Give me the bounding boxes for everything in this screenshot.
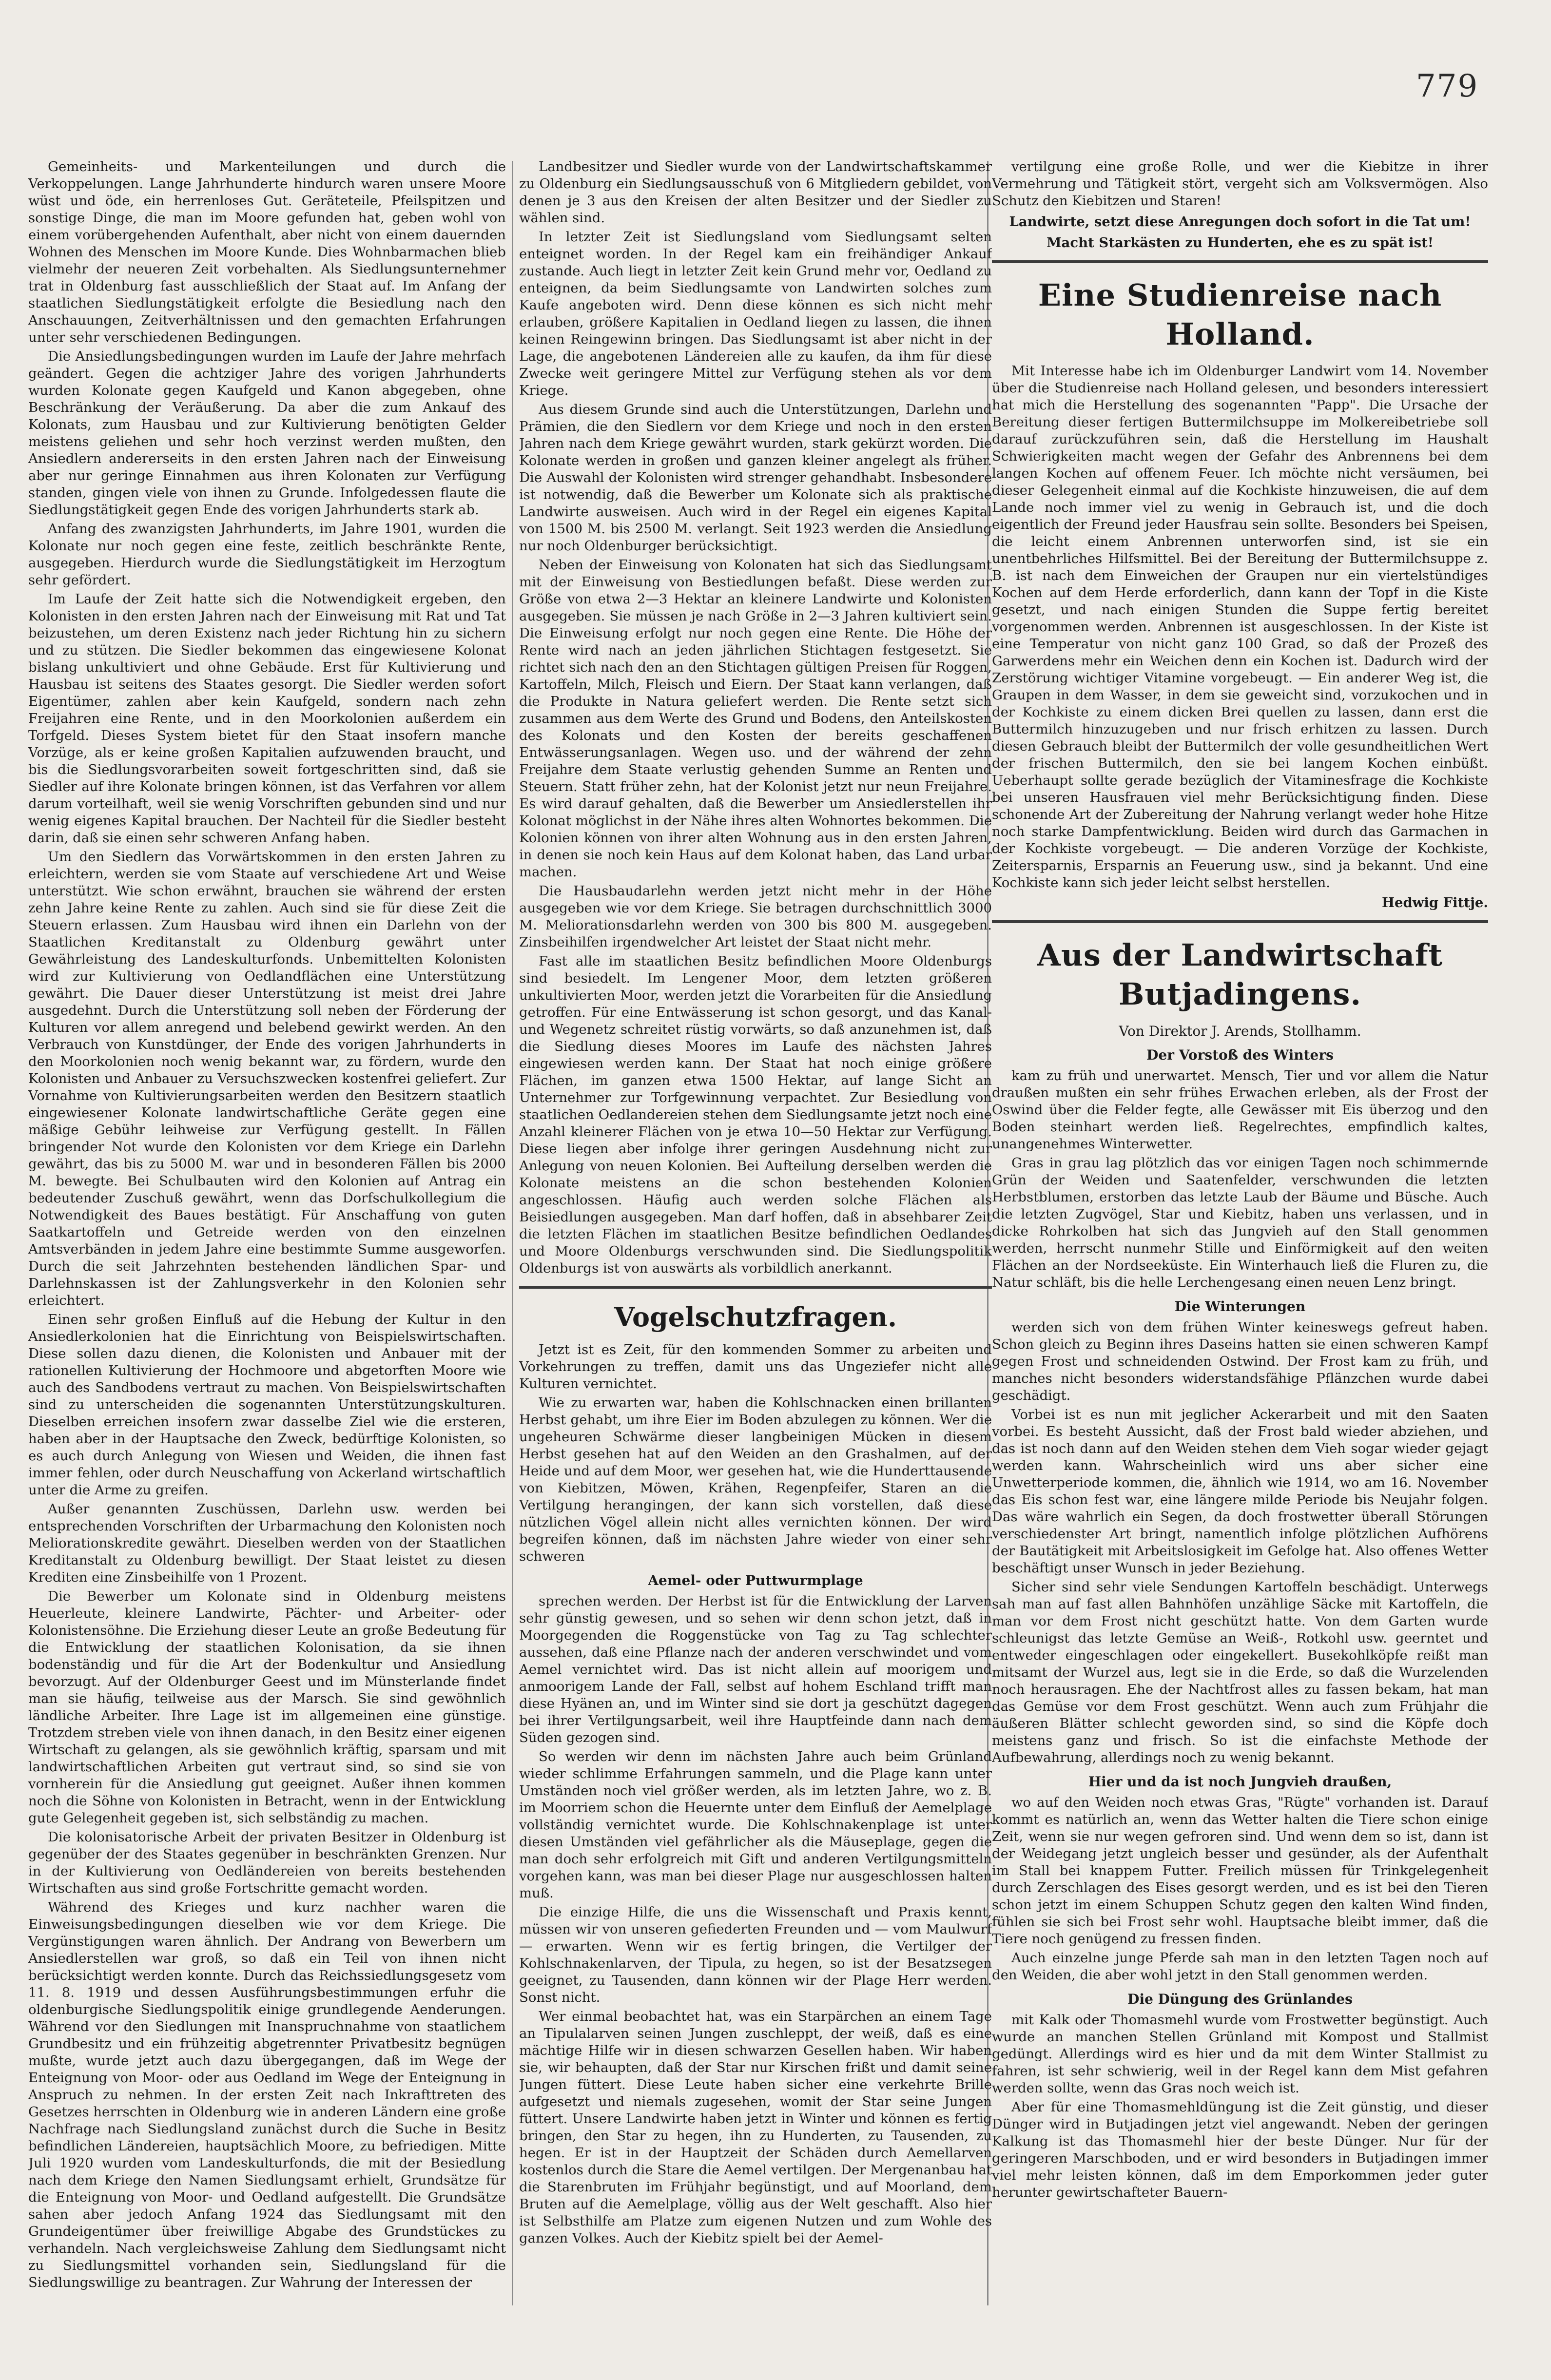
paragraph: Die Bewerber um Kolonate sind in Oldenburg meistens Heuerleute, kleinere Landwirte, Pächter- und Arbeiter- oder Kolonistensöhne. Die Erziehung dieser Leute an große Bedeutung für die Entwicklung der staatlichen Kolonisation, da sie ihnen bodenständig und für die Art der Bodenkultur und Ansiedlung bevorzugt. Auf der Oldenburger Geest und im Münsterlande findet man sie häufig, teilweise aus der Marsch. Sie sind gewöhnlich ländliche Arbeiter. Ihre Lage ist im allgemeinen eine günstige. Trotzdem streben viele von ihnen danach, in den Besitz einer eigenen Wirtschaft zu gelangen, als sie gewöhnlich kräftig, sparsam und mit landwirtschaftlichen Arbeiten gut vertraut sind, so sind sie von vornherein für die Ansiedlung gut geeignet. Außer ihnen kommen noch die Söhne von Kolonisten in Betracht, wenn in der Entwicklung gute Gelegenheit gegeben ist, sich selbständig zu machen. — [28, 1588, 506, 1826]
paragraph: Die einzige Hilfe, die uns die Wissenschaft und Praxis kennt, müssen wir von unseren gefiederten Freunden und — vom Maulwurf — erwarten. Wenn wir es fertig bringen, die Vertilger der Kohlschnakenlarven, der Tipula, zu hegen, so ist der Besatzsegen geeignet, zu Tausenden, dann können wir der Plage Herr werden. Sonst nicht. — [519, 1904, 992, 2005]
subheading-winterungen: Die Winterungen — [1174, 1298, 1306, 1315]
subheading-duengung: Die Düngung des Grünlandes — [1127, 1991, 1353, 2007]
column-left — [28, 158, 506, 2313]
column-right — [992, 158, 1488, 2313]
subheading-vorstoss: Der Vorstoß des Winters — [1146, 1047, 1334, 1063]
paragraph: Gemeinheits- und Markenteilungen und durch die Verkoppelungen. Lange Jahrhunderte hindurch waren unsere Moore wüst und öde, ein herrenloses Gut. Geräteteile, Pfeilspitzen und sonstige Dinge, die man im Moore gefunden hat, geben wohl von einem vorübergehenden Aufenthalt, aber nicht von einem dauernden Wohnen des Menschen im Moore Kunde. Dies Wohnbarmachen blieb vielmehr der neueren Zeit vorbehalten. Als Siedlungsunternehmer trat in Oldenburg fast ausschließlich der Staat auf. Im Anfang der staatlichen Siedlungstätigkeit erfolgte die Besiedlung nach den Anschauungen, Zeitverhältnissen und den gemachten Erfahrungen unter sehr verschiedenen Bedingungen. — [28, 159, 506, 345]
paragraph: Außer genannten Zuschüssen, Darlehn usw. werden bei entsprechenden Vorschriften der Urbarmachung den Kolonisten noch Meliorationskredite gewährt. Dieselben werden von der Staatlichen Kreditanstalt zu Oldenburg bewilligt. Der Staat leistet zu diesen Krediten eine Zinsbeihilfe von 1 Prozent. — [28, 1501, 506, 1585]
paragraph: Während des Krieges und kurz nachher waren die Einweisungsbedingungen dieselben wie vor dem Kriege. Die Vergünstigungen waren ähnlich. Der Andrang von Bewerbern um Ansiedlerstellen war groß, so daß ein Teil von ihnen nicht berücksichtigt werden konnte. Durch das Reichssiedlungsgesetz vom 11. 8. 1919 und dessen Ausführungsbestimmungen erfuhr die oldenburgische Siedlungspolitik einige grundlegende Aenderungen. Während vor den Siedlungen mit Inanspruchnahme von staatlichem Grundbesitz und ein frühzeitig abgetrennter Privatbesitz begnügen mußte, wurde jetzt auch dazu übergegangen, daß im Wege der Enteignung von Moor- oder aus Oedland im Wege der Enteignung in Anspruch zu nehmen. In der ersten Zeit nach Inkrafttreten des Gesetzes herrschten in Oldenburg wie in anderen Ländern eine große Nachfrage nach Siedlungsland zunächst durch die Suche in Besitz befindlichen Ländereien, hauptsächlich Moore, zu befriedigen. Mitte Juli 1920 wurden vom Landeskulturfonds, die mit der Besiedlung nach dem Kriege den Namen Siedlungsamt erhielt, Grundsätze für die Enteignung von Moor- und Oedland aufgestellt. Die Grundsätze sahen aber jedoch Anfang 1924 das Siedlungsamt mit den Grundeigentümer über freiwillige Abgabe des Grundstückes zu verhandeln. Nach vergleichsweise Zahlung dem Siedlungsamt nicht zu Siedlungsmittel vorhanden sein, Siedlungsland für die Siedlungswillige zu beantragen. Zur Wahrung der Interessen der — [28, 1899, 506, 2290]
paragraph: wo auf den Weiden noch etwas Gras, "Rügte" vorhanden ist. Darauf kommt es natürlich an, wenn das Wetter halten die Tiere schon einige Zeit, wenn sie nur wegen gefroren sind. Und wenn dem so ist, dann ist der Weidegang jetzt ungleich besser und gesünder, als der Aufenthalt im Stall bei knappem Futter. Freilich müssen für Trinkgelegenheit durch Zerschlagen des Eises gesorgt werden, und es ist bei den Tieren schon jetzt im einem Schuppen Schutz gegen den kalten Wind finden, fühlen sie sich bei Frost sehr wohl. Hauptsache bleibt immer, daß die Tiere noch genügend zu fressen finden. — [992, 1795, 1488, 1947]
article-heading-butjadingen: Aus der Landwirtschaft Butjadingens. — [1037, 937, 1443, 1012]
paragraph: Auch einzelne junge Pferde sah man in den letzten Tagen noch auf den Weiden, die aber wohl jetzt in den Stall genommen werden. — [992, 1950, 1488, 1983]
paragraph: Gras in grau lag plötzlich das vor einigen Tagen noch schimmernde Grün der Weiden und Saatenfelder, verschwunden die letzten Herbstblumen, erstorben das letzte Laub der Bäume und Büsche. Auch die letzten Zugvögel, Star und Kiebitz, haben uns verlassen, und in dicke Rohrkolben hat sich das Jungvieh auf den Stall genommen werden, herrscht nunmehr Stille und Einförmigkeit auf den weiten Flächen an der Nordseeküste. Ein Winterhauch ließ die Fluren zu, die Natur schläft, bis die helle Lerchengesang einen neuen Lenz bringt. — [992, 1155, 1488, 1290]
paragraph: Landbesitzer und Siedler wurde von der Landwirtschaftskammer zu Oldenburg ein Siedlungsausschuß von 6 Mitgliedern gebildet, von denen je 3 aus den Kreisen der alten Besitzer und der Siedler zu wählen sind. — [519, 159, 992, 226]
paragraph: Einen sehr großen Einfluß auf die Hebung der Kultur in den Ansiedlerkolonien hat die Einrichtung von Beispielswirtschaften. Diese sollen dazu dienen, die Kolonisten und Anbauer mit der rationellen Kultivierung der Hochmoore und abgetorften Moore wie auch des Sandbodens vertraut zu machen. Von Beispielswirtschaften sind zu unterscheiden die sogenannten Unterstützungskulturen. Dieselben erreichen insofern zwar dasselbe Ziel wie die ersteren, haben aber in der Hauptsache den Zweck, bedürftige Kolonisten, so es auch durch Anlegung von Wiesen und Weiden, die ihnen fast immer fehlen, oder durch Neuschaffung von Ackerland wirtschaftlich unter die Arme zu greifen. — [28, 1312, 506, 1498]
paragraph: Jetzt ist es Zeit, für den kommenden Sommer zu arbeiten und Vorkehrungen zu treffen, damit uns das Ungeziefer nicht alle Kulturen vernichtet. — [519, 1342, 992, 1392]
paragraph: werden sich von dem frühen Winter keineswegs gefreut haben. Schon gleich zu Beginn ihres Daseins hatten sie einen schweren Kampf gegen Frost und schneidenden Ostwind. Der Frost kam zu früh, und manches nicht besonders widerstandsfähige Pflänzchen wurde dabei geschädigt. — [992, 1319, 1488, 1403]
paragraph: Fast alle im staatlichen Besitz befindlichen Moore Oldenburgs sind besiedelt. Im Lengener Moor, dem letzten größeren unkultivierten Moor, werden jetzt die Vorarbeiten für die Ansiedlung getroffen. Für eine Entwässerung ist schon gesorgt, und das Kanal- und Wegenetz schreitet rüstig vorwärts, so daß anzunehmen ist, daß die Siedlung dieses Moores im Laufe des nächsten Jahres eingewiesen werden kann. Der Staat hat noch einige größere Flächen, im ganzen etwa 1500 Hektar, auf lange Sicht an Unternehmer zur Torfgewinnung verpachtet. Zur Besiedlung von staatlichen Oedlandereien stehen dem Siedlungsamte jetzt noch eine Anzahl kleinerer Flächen von je etwa 10—50 Hektar zur Verfügung. Diese liegen aber infolge ihrer geringen Ausdehnung nicht zur Anlegung von neuen Kolonien. Bei Aufteilung derselben werden die Kolonate meistens an die schon bestehenden Kolonien angeschlossen. Häufig auch werden solche Flächen als Beisiedlungen ausgegeben. Man darf hoffen, daß in absehbarer Zeit die letzten Flächen im staatlichen Besitze befindlichen Oedlandes und Moore Oldenburgs verschwunden sind. Die Siedlungspolitik Oldenburgs ist von auswärts als vorbildlich anerkannt. — [519, 953, 992, 1276]
paragraph: Um den Siedlern das Vorwärtskommen in den ersten Jahren zu erleichtern, werden sie vom Staate auf verschiedene Art und Weise unterstützt. Wie schon erwähnt, brauchen sie während der ersten zehn Jahre keine Rente zu zahlen. Auch sind sie für diese Zeit die Steuern erlassen. Zum Hausbau wird ihnen ein Darlehn von der Staatlichen Kreditanstalt zu Oldenburg gewährt unter Gewährleistung des Landeskulturfonds. Unbemittelten Kolonisten wird zur Kultivierung von Oedlandflächen eine Unterstützung gewährt. Die Dauer dieser Unterstützung ist meist drei Jahre ausgedehnt. Durch die Unterstützung soll neben der Förderung der Kulturen vor allem anregend und belebend gewirkt werden. An den Verbrauch von Kunstdünger, der Ende des vorigen Jahrhunderts in den Moorkolonien noch wenig bekannt war, zu fördern, wurde den Kolonisten und Anbauer zu Versuchszwecken kostenfrei geliefert. Zur Vornahme von Kultivierungsarbeiten werden den Besitzern staatlich eingewiesener Kolonate landwirtschaftliche Geräte gegen eine mäßige Gebühr leihweise zur Verfügung gestellt. In Fällen bringender Not wurde den Kolonisten vor dem Kriege ein Darlehn gewährt, das bis zu 5000 M. war und in besonderen Fällen bis 2000 M. bewegte. Bei Schulbauten wird den Kolonien auf Antrag ein bedeutender Zuschuß gewährt, wenn das Dorfschulkollegium die Notwendigkeit des Baues bestätigt. Für Anschaffung von guten Saatkartoffeln und Getreide werden von den einzelnen Amtsverbänden in jedem Jahre eine bestimmte Summe ausgeworfen. Durch die seit Jahrzehnten bestehenden ländlichen Spar- und Darlehnskassen ist der Zahlungsverkehr in den Kolonien sehr erleichtert. — [28, 849, 506, 1308]
paragraph: Neben der Einweisung von Kolonaten hat sich das Siedlungsamt mit der Einweisung von Bestiedlungen befaßt. Diese werden zur Größe von etwa 2—3 Hektar an kleinere Landwirte und Kolonisten ausgegeben. Sie müssen je nach Größe in 2—3 Jahren kultiviert sein. Die Einweisung erfolgt nur noch gegen eine Rente. Die Höhe der Rente wird nach an jeden jährlichen Stichtagen festgesetzt. Sie richtet sich nach den an den Stichtagen gültigen Preisen für Roggen, Kartoffeln, Milch, Fleisch und Eiern. Der Staat kann verlangen, daß die Produkte in Natura geliefert werden. Die Rente setzt sich zusammen aus dem Werte des Grund und Bodens, den Anteilskosten des Kolonats und den Kosten der bereits geschaffenen Entwässerungsanlagen. Wegen uso. und der während der zehn Freijahre dem Staate verlustig gehenden Summe an Renten und Steuern. Statt früher zehn, hat der Kolonist jetzt nur neun Freijahre. Es wird darauf gehalten, daß die Bewerber um Ansiedlerstellen ihr Kolonat möglichst in der Nähe ihres alten Wohnortes bekommen. Die Kolonien können von ihrer alten Wohnung aus in den ersten Jahren, in denen sie noch kein Haus auf dem Kolonat haben, das Land urbar machen. — [519, 557, 992, 880]
column-middle — [519, 158, 992, 2313]
paragraph: So werden wir denn im nächsten Jahre auch beim Grünland wieder schlimme Erfahrungen sammeln, und die Plage kann unter Umständen noch viel größer werden, als im letzten Jahre, wo z. B. im Moorriem schon die Heuernte unter dem Einfluß der Aemelplage vollständig vernichtet wurde. Die Kohlschnakenplage ist unter diesen Umständen viel gefährlicher als die Mäuseplage, gegen die man doch sehr erfolgreich mit Gift und anderen Vertilgungsmitteln vorgehen kann, was man bei dieser Plage nur ausgeschlossen halten muß. — [519, 1749, 992, 1901]
paragraph: Vorbei ist es nun mit jeglicher Ackerarbeit und mit den Saaten vorbei. Es besteht Aussicht, daß der Frost bald wieder abziehen, und das ist noch dann auf den Weiden stehen dem Vieh sogar wieder gejagt werden kann. Wahrscheinlich wird uns aber sicher eine Unwetterperiode kommen, die, ähnlich wie 1914, wo am 16. November das Eis schon fest war, eine längere milde Periode bis Neujahr folgen. Das wäre wahrlich ein Segen, da doch frostwetter überall Störungen verschiedenster Art bringt, namentlich infolge plötzlichen Aufhörens der Bautätigkeit mit Arbeitslosigkeit im Gefolge hat. Also offenes Wetter beschäftigt unser Wunsch in jeder Beziehung. — [992, 1407, 1488, 1576]
article-heading-vogelschutz: Vogelschutzfragen. — [614, 1301, 897, 1333]
section-divider — [992, 920, 1488, 923]
section-divider — [992, 260, 1488, 263]
page-number: 779 — [1416, 68, 1479, 104]
author-signature: Hedwig Fittje. — [1381, 895, 1488, 910]
paragraph: Die Hausbaudarlehn werden jetzt nicht mehr in der Höhe ausgegeben wie vor dem Kriege. Sie betragen durchschnittlich 3000 M. Meliorationsdarlehn werden von 300 bis 800 M. ausgegeben. Zinsbeihilfen irgendwelcher Art leistet der Staat nicht mehr. — [519, 883, 992, 950]
paragraph: vertilgung eine große Rolle, und wer die Kiebitze in ihrer Vermehrung und Tätigkeit stört, vergeht sich am Volksvermögen. Also Schutz den Kiebitzen und Staren! — [992, 159, 1488, 209]
paragraph: Die kolonisatorische Arbeit der privaten Besitzer in Oldenburg ist gegenüber der des Staates gegenüber in beschränkten Grenzen. Nur in der Kultivierung von Oedländereien von bereits bestehenden Wirtschaften aus sind große Fortschritte gemacht worden. — [28, 1829, 506, 1896]
byline: Von Direktor J. Arends, Stollhamm. — [1119, 1023, 1361, 1039]
paragraph: Wie zu erwarten war, haben die Kohlschnacken einen brillanten Herbst gehabt, um ihre Eier im Boden abzulegen zu können. Wer die ungeheuren Schwärme dieser langbeinigen Mücken in diesem Herbst gesehen hat auf den Weiden an den Grashalmen, auf der Heide und auf dem Moor, wer gesehen hat, wie die Hunderttausende von Kiebitzen, Möwen, Krähen, Regenpfeifer, Staren an die Vertilgung herangingen, der kann sich vorstellen, daß diese nützlichen Vögel allein nicht alles vernichten können. Der wird begreifen können, daß im nächsten Jahre wieder von einer sehr schweren — [519, 1395, 992, 1564]
paragraph: kam zu früh und unerwartet. Mensch, Tier und vor allem die Natur draußen mußten ein sehr frühes Erwachen erleben, als der Frost der Oswind über die Felder fegte, alle Gewässer mit Eis überzog und den Boden steinhart werden ließ. Regelrechtes, empfindlich kaltes, unangenehmes Winterwetter. — [992, 1068, 1488, 1152]
subheading-aemel: Aemel- oder Puttwurmplage — [648, 1572, 863, 1588]
paragraph: mit Kalk oder Thomasmehl wurde vom Frostwetter begünstigt. Auch wurde an manchen Stellen Grünland mit Kompost und Stallmist gedüngt. Allerdings wird es hier und da mit dem Winter Stallmist zu fahren, ist sehr schwierig, weil in der Regel kann dem Mist gefahren werden sollte, wenn das Gras noch weich ist. — [992, 2012, 1488, 2096]
paragraph: sprechen werden. Der Herbst ist für die Entwicklung der Larven sehr günstig gewesen, und so sehen wir denn schon jetzt, daß in Moorgegenden die Roggenstücke von Tag zu Tag schlechter aussehen, daß eine Pflanze nach der anderen verschwindet und vom Aemel vernichtet wird. Das ist nicht allein auf moorigem und anmoorigem Lande der Fall, selbst auf hohem Eschland trifft man diese Hyänen an, und im Winter sind sie dort ja geschützt dagegen bei ihrer Vertilgungsarbeit, weil ihre Hauptfeinde dann nach dem Süden gezogen sind. — [519, 1593, 992, 1745]
paragraph: Mit Interesse habe ich im Oldenburger Landwirt vom 14. November über die Studienreise nach Holland gelesen, und besonders interessiert hat mich die Herstellung des sogenannten "Papp". Die Ursache der Bereitung dieser fertigen Buttermilchsuppe im Molkereibetriebe soll darauf zurückzuführen sein, daß die Herstellung im Haushalt Schwierigkeiten macht wegen der Gefahr des Anbrennens bei dem langen Kochen auf offenem Feuer. Ich möchte nicht versäumen, bei dieser Gelegenheit einmal auf die Kochkiste hinzuweisen, die auf dem Lande noch immer viel zu wenig in Gebrauch ist, und die doch eigentlich der Freund jeder Hausfrau sein sollte. Besonders bei Speisen, die leicht einem Anbrennen unterworfen sind, ist sie ein unentbehrliches Hilfsmittel. Bei der Bereitung der Buttermilchsuppe z. B. ist nach dem Einweichen der Graupen nur ein viertelstündiges Kochen auf dem Herde erforderlich, dann kann der Topf in die Kiste gesetzt, und nach einigen Stunden die Suppe fertig bereitet vorgenommen werden. Anbrennen ist ausgeschlossen. In der Kiste ist eine Temperatur von nicht ganz 100 Grad, so daß der Prozeß des Garwerdens mehr ein Weichen denn ein Kochen ist. Dadurch wird der Zerstörung wichtiger Vitamine vorgebeugt. — Ein anderer Weg ist, die Graupen in dem Wasser, in dem sie geweicht sind, vorzukochen und in der Kochkiste zu einem dicken Brei quellen zu lassen, dann erst die Buttermilch hinzuzugeben und nur frisch erhitzen zu lassen. Durch diesen Gebrauch bleibt der Buttermilch der volle gesundheitlichen Wert der frischen Buttermilch, den sie bei langem Kochen einbüßt. Ueberhaupt sollte gerade bezüglich der Vitaminesfrage die Kochkiste bei unseren Hausfrauen viel mehr Berücksichtigung finden. Diese schonende Art der Zubereitung der Nahrung verlangt weder hohe Hitze noch starke Dampfentwicklung. Beiden wird durch das Garmachen in der Kochkiste vorgebeugt. — Die anderen Vorzüge der Kochkiste, Zeitersparnis, Ersparnis an Feuerung usw., sind ja bekannt. Und eine Kochkiste kann sich jeder leicht selbst herstellen. — [992, 363, 1488, 890]
paragraph: Aus diesem Grunde sind auch die Unterstützungen, Darlehn und Prämien, die den Siedlern vor dem Kriege und noch in den ersten Jahren nach dem Kriege gewährt wurden, stark gekürzt worden. Die Kolonate werden in großen und ganzen kleiner angelegt als früher. Die Auswahl der Kolonisten wird strenger gehandhabt. Insbesondere ist notwendig, daß die Bewerber um Kolonate sich als praktische Landwirte ausweisen. Auch wird in der Regel ein eigenes Kapital von 1500 M. bis 2500 M. verlangt. Seit 1923 werden die Ansiedlung nur noch Oldenburger berücksichtigt. — [519, 402, 992, 554]
paragraph: In letzter Zeit ist Siedlungsland vom Siedlungsamt selten enteignet worden. In der Regel kam ein freihändiger Ankauf zustande. Auch liegt in letzter Zeit kein Grund mehr vor, Oedland zu enteignen, da beim Siedlungsamte von Landwirten solches zum Kaufe angeboten wird. Denn diese können es sich nicht mehr erlauben, größere Kapitalien in Oedland liegen zu lassen, die ihnen keinen Reingewinn bringen. Das Siedlungsamt ist aber nicht in der Lage, die angebotenen Ländereien alle zu kaufen, da ihm für diese Zwecke weit geringere Mittel zur Verfügung stehen als vor dem Kriege. — [519, 229, 992, 398]
subheading-jungvieh: Hier und da ist noch Jungvieh draußen, — [1088, 1774, 1392, 1790]
paragraph: Sicher sind sehr viele Sendungen Kartoffeln beschädigt. Unterwegs sah man auf fast allen Bahnhöfen unzählige Säcke mit Kartoffeln, die man vor dem Frost nicht geschützt hatte. Von dem Garten wurde schleunigst das letzte Gemüse an Weiß-, Rotkohl usw. geerntet und entweder eingeschlagen oder eingekellert. Busekohlköpfe reißt man mitsamt der Wurzel aus, legt sie in die Erde, so daß die Wurzelenden noch herausragen. Ehe der Nachtfrost alles zu fassen bekam, hat man das Gemüse vor dem Frost geschützt. Wenn auch zum Frühjahr die äußeren Blätter schlecht geworden sind, so sind die Köpfe doch meistens ganz und frisch. So ist die einfachste Methode der Aufbewahrung, allerdings noch zu wenig bekannt. — [992, 1579, 1488, 1765]
paragraph: Wer einmal beobachtet hat, was ein Starpärchen an einem Tage an Tipulalarven seinen Jungen zuschleppt, der weiß, daß es eine mächtige Hilfe wir in diesen schwarzen Gesellen haben. Wir haben sie, wir behaupten, daß der Star nur Kirschen frißt und damit seine Jungen füttert. Diese Leute haben sicher eine verkehrte Brille aufgesetzt und niemals zugesehen, womit der Star seine Jungen füttert. Unsere Landwirte haben jetzt in Winter und können es fertig bringen, den Star zu hegen, ihn zu Hunderten, zu Tausenden, zu hegen. Er ist in der Hauptzeit der Schäden durch Aemellarven kostenlos durch die Stare die Aemel vertilgen. Der Mergenanbau hat die Starenbruten im Frühjahr begünstigt, und auf Moorland, dem Bruten auf die Aemelplage, völlig aus der Welt geschafft. Also hier ist Selbsthilfe am Platze zum eigenen Nutzen und zum Wohle des ganzen Volkes. Auch der Kiebitz spielt bei der Aemel- — [519, 2009, 992, 2246]
notice-text: Landwirte, setzt diese Anregungen doch sofort in die Tat um! — [1009, 214, 1471, 230]
paragraph: Aber für eine Thomasmehldüngung ist die Zeit günstig, und dieser Dünger wird in Butjadingen jetzt viel angewandt. Neben der geringen Kalkung ist das Thomasmehl hier der beste Dünger. Nur für der geringeren Marschboden, und er wird besonders in Butjadingen immer viel mehr leisten können, daß im dem Emporkommen jeder guter herunter gewirtschafteter Bauern- — [992, 2099, 1488, 2200]
column-divider — [512, 161, 513, 2305]
paragraph: Anfang des zwanzigsten Jahrhunderts, im Jahre 1901, wurden die Kolonate nur noch gegen eine feste, zeitlich beschränkte Rente, ausgegeben. Hierdurch wurde die Siedlungstätigkeit im Herzogtum sehr gefördert. — [28, 521, 506, 588]
paragraph: Im Laufe der Zeit hatte sich die Notwendigkeit ergeben, den Kolonisten in den ersten Jahren nach der Einweisung mit Rat und Tat beizustehen, um deren Existenz nach jeder Richtung hin zu sichern und zu stützen. Die Siedler bekommen das eingewiesene Kolonat bislang unkultiviert und ohne Gebäude. Erst für Kultivierung und Hausbau ist seitens des Staates gesorgt. Die Siedler werden sofort Eigentümer, zahlen aber kein Kaufgeld, sondern nach zehn Freijahren eine Rente, und in den Moorkolonien außerdem ein Torfgeld. Dieses System bietet für den Staat insofern manche Vorzüge, als er keine großen Kapitalien aufzuwenden braucht, und bis die Siedlungsvorarbeiten soweit fortgeschritten sind, daß sie Siedler auf ihre Kolonate bringen können, ist das Verfahren vor allem darum vorteilhaft, weil sie wenig Vorschriften gebunden sind und nur wenig eigenes Kapital brauchen. Der Nachteil für die Siedler besteht darin, daß sie einen sehr schweren Anfang haben. — [28, 591, 506, 846]
notice-text: Macht Starkästen zu Hunderten, ehe es zu spät ist! — [1047, 235, 1434, 251]
section-divider — [519, 1286, 992, 1289]
paragraph: Die Ansiedlungsbedingungen wurden im Laufe der Jahre mehrfach geändert. Gegen die achtziger Jahre des vorigen Jahrhunderts wurden Kolonate gegen Kaufgeld und Kanon abgegeben, ohne Beschränkung der Veräußerung. Da aber die zum Ankauf des Kolonats, zum Hausbau und zur Kultivierung benötigten Gelder meistens geliehen und sehr hoch verzinst werden mußten, den Ansiedlern andererseits in den ersten Jahren nach der Einweisung aber nur geringe Einnahmen aus ihren Kolonaten zur Verfügung standen, gingen viele von ihnen zu Grunde. Infolgedessen flaute die Siedlungstätigkeit gegen Ende des vorigen Jahrhunderts stark ab. — [28, 348, 506, 518]
article-heading-studienreise: Eine Studienreise nach Holland. — [1038, 277, 1442, 352]
